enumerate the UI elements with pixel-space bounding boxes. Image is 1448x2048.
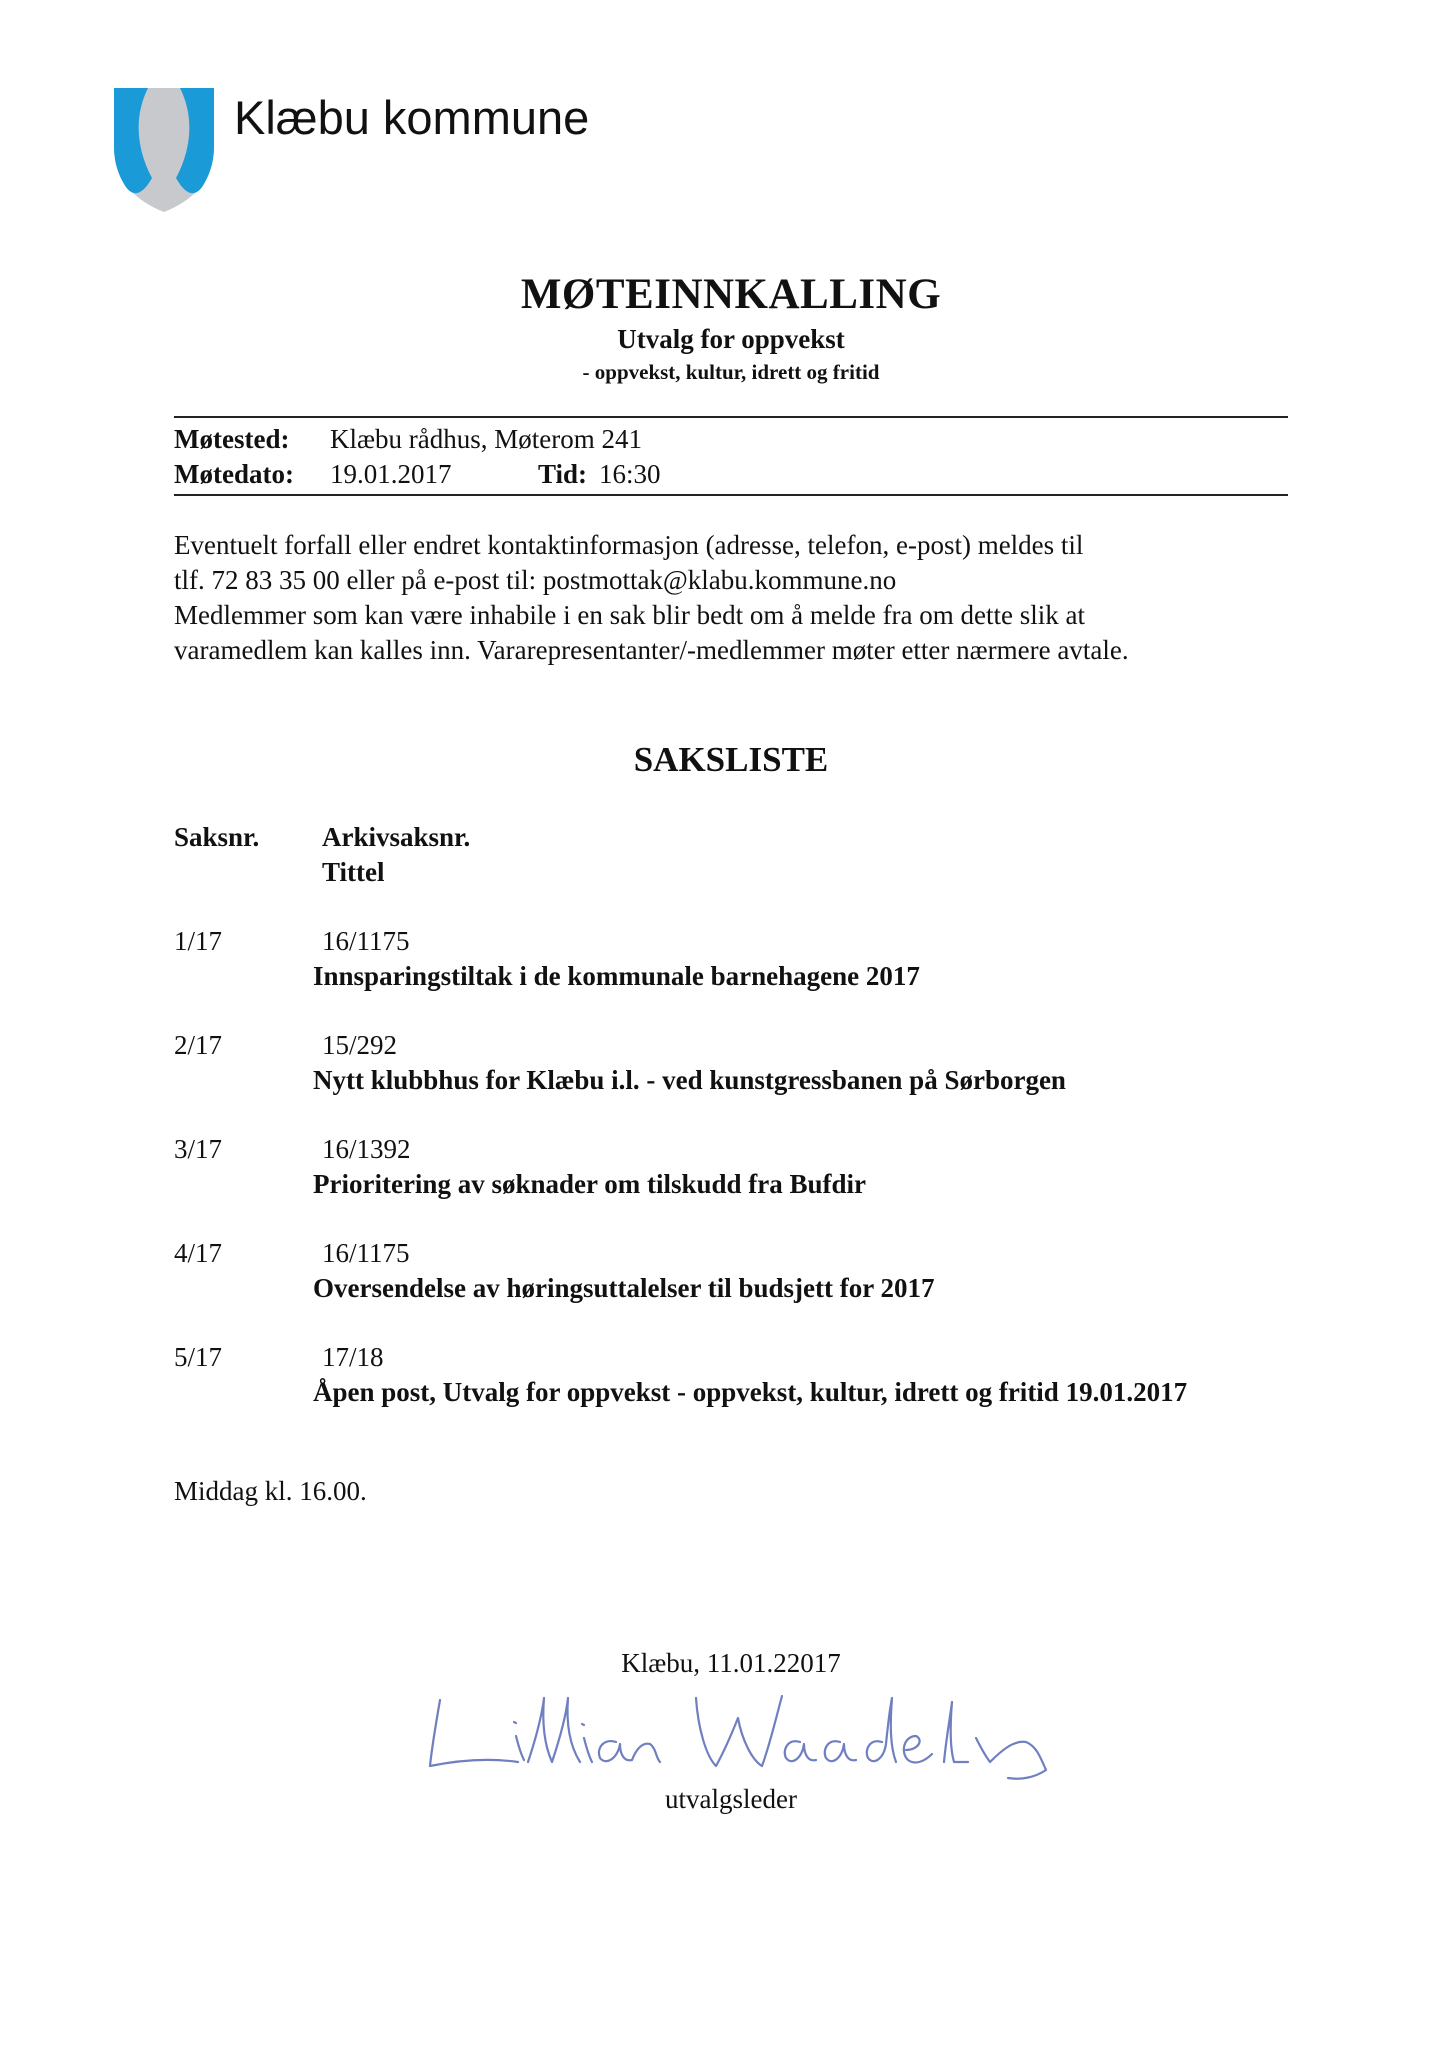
divider-top [174,416,1288,418]
committee-name: Utvalg for oppvekst [617,324,845,354]
signer-role: utvalgsleder [665,1784,797,1814]
case-number: 4/17 [174,1238,223,1268]
meeting-date-row [174,459,974,490]
document-title: MØTEINNKALLING [520,271,942,318]
archive-case-number: 17/18 [322,1342,384,1372]
case-number: 1/17 [174,926,223,956]
case-number: 5/17 [174,1342,223,1372]
case-number: 3/17 [174,1134,223,1164]
meeting-date-label: Møtedato: [174,459,294,489]
place-and-date: Klæbu, 11.01.22017 [621,1648,841,1678]
archive-case-number: 16/1392 [322,1134,411,1164]
case-title: Nytt klubbhus for Klæbu i.l. - ved kunstgressbanen på Sørborgen [313,1065,1066,1095]
coat-of-arms-icon [112,86,216,214]
meeting-place-value: Klæbu rådhus, Møterom 241 [330,424,642,454]
divider-bottom [174,494,1288,496]
meeting-place-row [174,424,642,455]
notice-line: Eventuelt forfall eller endret kontaktinformasjon (adresse, telefon, e-post) meldes til [174,530,1084,560]
committee-scope: - oppvekst, kultur, idrett og fritid [582,360,880,384]
meeting-time-label: Tid: [538,459,588,489]
meeting-time-value: 16:30 [599,459,661,489]
archive-case-number: 15/292 [322,1030,398,1060]
archive-case-number: 16/1175 [322,1238,410,1268]
notice-line: varamedlem kan kalles inn. Vararepresentanter/-medlemmer møter etter nærmere avtale. [174,635,1129,665]
column-header-tittel: Tittel [322,857,385,887]
notice-line: Medlemmer som kan være inhabile i en sak blir bedt om å melde fra om dette slik at [174,600,1085,630]
dinner-note: Middag kl. 16.00. [174,1476,367,1506]
case-title: Åpen post, Utvalg for oppvekst - oppvekst, kultur, idrett og fritid 19.01.2017 [313,1377,1188,1407]
archive-case-number: 16/1175 [322,926,410,956]
case-title: Oversendelse av høringsuttalelser til budsjett for 2017 [313,1273,935,1303]
meeting-date-value: 19.01.2017 [330,459,452,489]
case-number: 2/17 [174,1030,223,1060]
case-title: Innsparingstiltak i de kommunale barnehagene 2017 [313,961,920,991]
column-header-arkivsaksnr: Arkivsaksnr. [322,822,471,852]
meeting-place-label: Møtested: [174,424,290,454]
column-header-saksnr: Saksnr. [174,822,260,852]
handwritten-signature [420,1678,1060,1788]
agenda-heading: SAKSLISTE [633,740,829,779]
org-name: Klæbu kommune [234,91,590,144]
case-title: Prioritering av søknader om tilskudd fra Bufdir [313,1169,867,1199]
notice-line: tlf. 72 83 35 00 eller på e-post til: postmottak@klabu.kommune.no [174,565,897,595]
